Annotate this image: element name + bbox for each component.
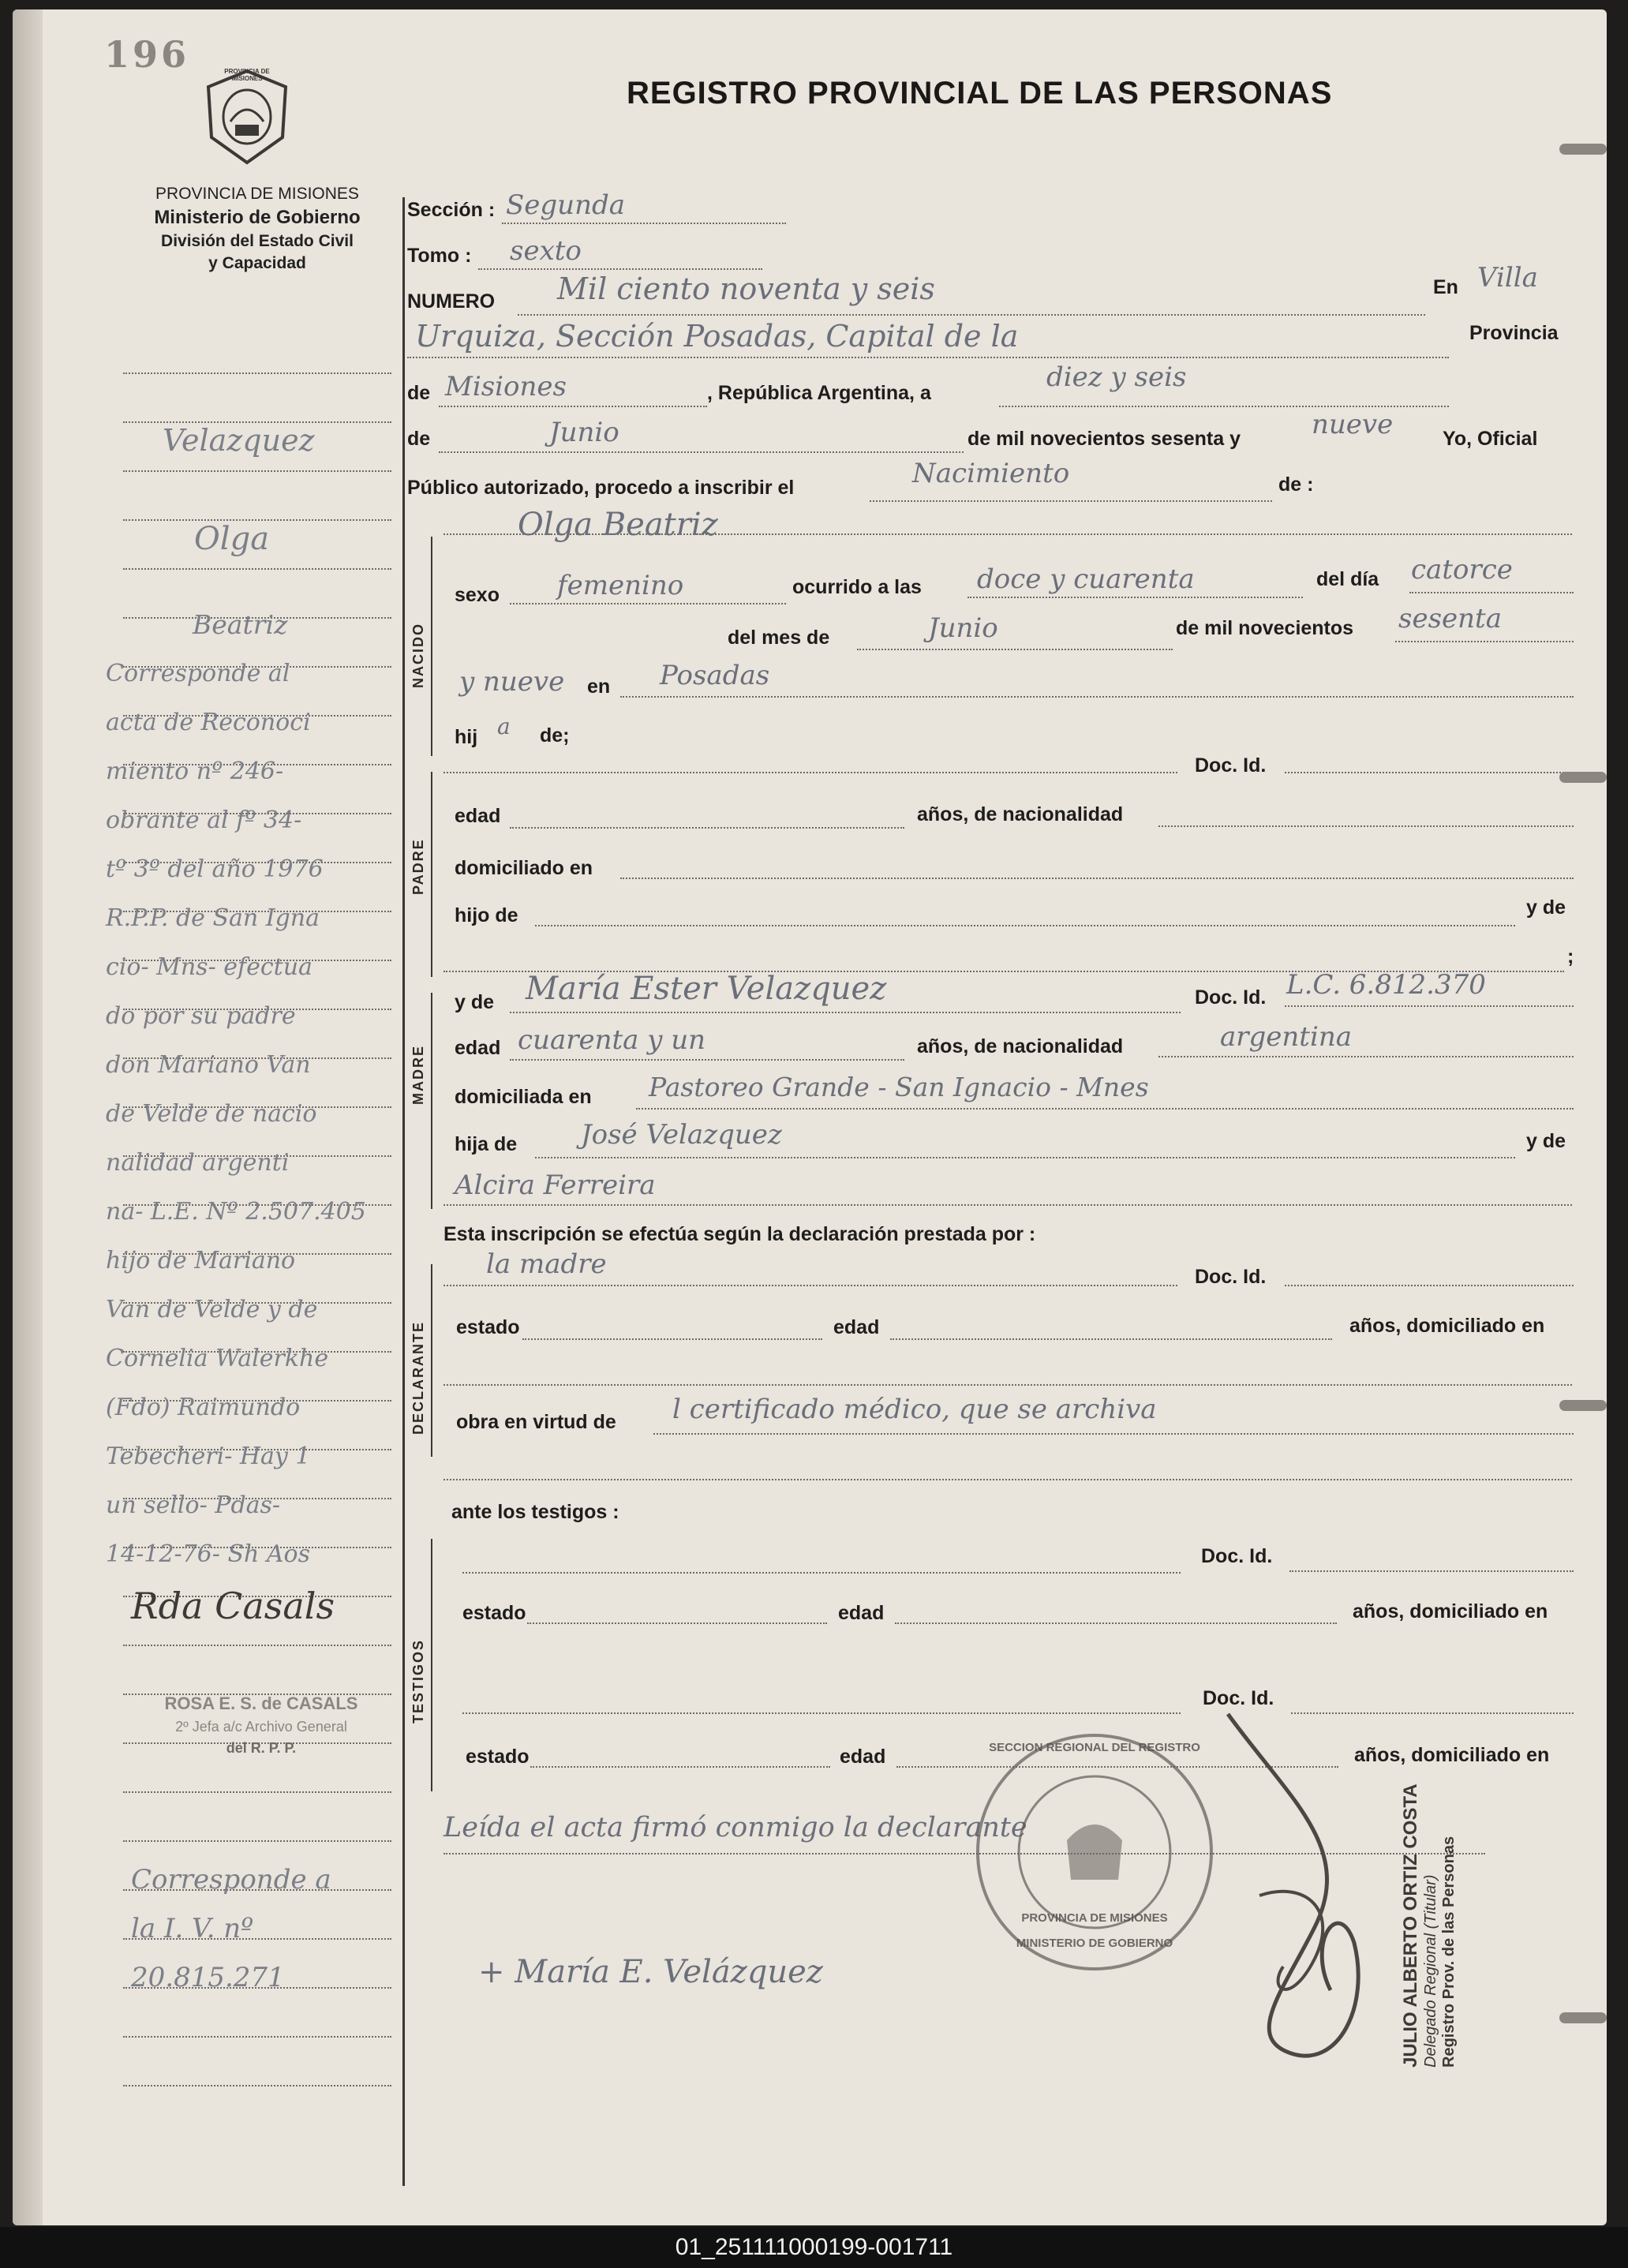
line-tomo [478, 268, 762, 270]
line-numero [518, 314, 1425, 316]
line-acto [870, 500, 1272, 502]
margin-annotation-line: de Velde de nacio [106, 1100, 317, 1128]
value-cierre: Leída el acta firmó conmigo la declarante [443, 1812, 1027, 1843]
line-declarante-doc [1285, 1285, 1574, 1286]
value-anio: nueve [1312, 409, 1394, 440]
margin-annotation-line: do por su padre [106, 1002, 296, 1030]
line-estado-testigo2 [530, 1766, 830, 1768]
line-obra2 [443, 1479, 1572, 1480]
side-label-declarante: DECLARANTE [410, 1321, 426, 1435]
line-testigo1 [462, 1572, 1181, 1574]
officer-stamp [1400, 1752, 1458, 2068]
line-madre-doc [1285, 1005, 1574, 1007]
binder-ring [1559, 772, 1607, 783]
label-republica: , República Argentina, a [707, 382, 931, 404]
label-edad-padre: edad [455, 805, 501, 827]
margin-dotted-line [123, 372, 391, 374]
label-doc-id-madre: Doc. Id. [1195, 986, 1267, 1009]
line-mes-nac [857, 649, 1173, 650]
margin-annotation-line: hijo de Mariano [106, 1247, 296, 1274]
margin-dotted-line [123, 1791, 391, 1793]
image-id-footer: 01_251111000199-001711 [0, 2227, 1628, 2268]
value-madre-doc: L.C. 6.812.370 [1286, 969, 1486, 1001]
label-edad-declarante: edad [833, 1316, 880, 1338]
label-domiciliado-padre: domiciliado en [455, 857, 593, 879]
label-seccion: Sección : [407, 199, 496, 221]
label-hij: hij [455, 726, 478, 748]
value-hij-suffix: a [497, 713, 511, 739]
label-del-mes: del mes de [728, 627, 830, 649]
line-padre-nombre [443, 772, 1177, 773]
line-fecha-dia [999, 406, 1449, 407]
margin-dotted-line [123, 1645, 391, 1646]
value-seccion: Segunda [506, 189, 626, 221]
margin-correspondence-line: Corresponde a [131, 1864, 331, 1896]
ministry-line: Ministerio de Gobierno [154, 207, 361, 228]
label-inscripcion: Esta inscripción se efectúa según la declaración prestada por : [443, 1223, 1036, 1245]
value-madre-edad: cuarenta y un [518, 1024, 706, 1056]
line-obra [653, 1433, 1574, 1435]
testigos-divider [431, 1539, 432, 1791]
value-declarante: la madre [486, 1248, 607, 1280]
label-estado-declarante: estado [456, 1316, 520, 1338]
seal-text: PROVINCIA DE MISIONES [224, 68, 270, 82]
line-lugar-nac [620, 696, 1574, 698]
label-anos-dom-testigo2: años, domiciliado en [1354, 1744, 1550, 1766]
margin-annotation-line: 14-12-76- Sh Aos [106, 1540, 310, 1568]
margin-annotation-line: don Mariano Van [106, 1051, 311, 1079]
value-madre-y-de: Alcira Ferreira [455, 1170, 656, 1201]
margin-dotted-line [123, 2036, 391, 2038]
label-de-colon: de : [1278, 473, 1314, 496]
value-sexo: femenino [557, 570, 684, 601]
officer-role: Delegado Regional (Titular) [1422, 1874, 1439, 2068]
book-binding [13, 9, 43, 2225]
label-doc-id-declarante: Doc. Id. [1195, 1266, 1267, 1288]
line-anio-nac [1395, 641, 1574, 642]
stamp-round-text2: PROVINCIA DE MISIONES [1021, 1911, 1168, 1925]
label-doc-id-testigo2: Doc. Id. [1203, 1687, 1274, 1709]
line-mes [439, 451, 964, 453]
label-edad-testigo2: edad [840, 1746, 886, 1768]
label-edad-testigo1: edad [838, 1602, 885, 1624]
line-provincia [439, 406, 707, 407]
archive-stamp-org: del R. P. P. [226, 1740, 297, 1756]
line-nac-madre [1158, 1056, 1574, 1057]
label-publico: Público autorizado, procedo a inscribir el [407, 477, 795, 499]
side-label-madre: MADRE [410, 1045, 426, 1105]
line-abuela-madre [443, 1204, 1572, 1206]
value-madre-hija-de: José Velazquez [581, 1119, 782, 1151]
value-lugar2: Urquiza, Sección Posadas, Capital de la [415, 319, 1019, 354]
capacity-line: y Capacidad [208, 254, 306, 272]
label-y-de-padre: y de [1526, 896, 1566, 919]
label-testigos: ante los testigos : [451, 1501, 619, 1523]
margin-annotation-line: acta de Reconoci [106, 709, 311, 736]
stamp-round-text3: MINISTERIO DE GOBIERNO [1016, 1937, 1173, 1950]
side-label-padre: PADRE [410, 838, 426, 895]
binder-ring [1559, 1400, 1607, 1411]
line-sexo [510, 603, 786, 604]
archive-stamp [107, 1694, 415, 1757]
binder-ring [1559, 2012, 1607, 2023]
page-title: REGISTRO PROVINCIAL DE LAS PERSONAS [627, 76, 1333, 110]
value-obra: l certificado médico, que se archiva [672, 1394, 1157, 1425]
province-line: PROVINCIA DE MISIONES [155, 185, 359, 203]
line-testigo2 [462, 1712, 1181, 1714]
value-mes-nac: Junio [928, 612, 998, 644]
label-y-de-madre: y de [455, 991, 495, 1013]
official-signature [1196, 1706, 1402, 2085]
value-madre-dom: Pastoreo Grande - San Ignacio - Mnes [649, 1072, 1149, 1102]
label-anos-dom-testigo1: años, domiciliado en [1353, 1600, 1548, 1622]
value-mes: Junio [549, 417, 619, 448]
official-round-stamp [972, 1730, 1217, 1974]
label-numero: NUMERO [407, 290, 496, 313]
line-lugar2 [407, 357, 1449, 358]
margin-apellido: Velazquez [163, 423, 315, 458]
value-madre-nombre: María Ester Velazquez [526, 971, 887, 1007]
line-edad-testigo1 [895, 1622, 1337, 1624]
stamp-round-text1: SECCION REGIONAL DEL REGISTRO [989, 1741, 1200, 1754]
margin-annotation-line: Van de Velde y de [106, 1296, 318, 1323]
margin-nombre2: Beatriz [193, 609, 288, 640]
margin-correspondence-line: la I. V. nº [131, 1913, 254, 1944]
label-de-provincia: de [407, 382, 431, 404]
value-dia: catorce [1411, 554, 1513, 586]
label-provincia: Provincia [1469, 322, 1559, 344]
margin-annotation-line: cio- Mns- efectua [106, 953, 313, 981]
declarante-divider [431, 1264, 432, 1457]
value-anio-nac: sesenta [1398, 603, 1502, 634]
label-de-mes: de [407, 428, 431, 450]
value-acto: Nacimiento [912, 458, 1070, 489]
line-testigo1-doc [1289, 1570, 1574, 1572]
margin-annotation-line: tº 3º del año 1976 [106, 855, 324, 883]
label-estado-testigo1: estado [462, 1602, 526, 1624]
margin-divider [402, 197, 405, 2186]
margin-correspondence-line: 20.815.271 [131, 1962, 285, 1993]
label-doc-id-testigo1: Doc. Id. [1201, 1545, 1273, 1567]
margin-annotation-line: R.P.P. de San Igna [106, 904, 320, 932]
label-anos-nac-madre: años, de nacionalidad [917, 1035, 1124, 1057]
label-edad-madre: edad [455, 1037, 501, 1059]
label-estado-testigo2: estado [466, 1746, 530, 1768]
margin-annotation-line: miento nº 246- [106, 758, 284, 785]
label-ocurrido: ocurrido a las [792, 576, 922, 598]
nacido-divider [431, 537, 432, 756]
value-fecha-dia: diez y seis [1046, 361, 1187, 393]
margin-dotted-line [123, 470, 391, 472]
label-sexo: sexo [455, 584, 500, 606]
label-hijo-de: hijo de [455, 904, 518, 926]
binder-ring [1559, 144, 1607, 155]
line-estado-testigo1 [527, 1622, 827, 1624]
coat-of-arms-seal [200, 66, 294, 167]
padre-divider [431, 772, 432, 977]
value-nombre: Olga Beatriz [518, 507, 718, 543]
margin-annotation-line: na- L.E. Nº 2.507.405 [106, 1198, 366, 1226]
margin-annotation-line: un sello- Pdas- [106, 1491, 281, 1519]
value-anio-nac2: y nueve [459, 666, 565, 698]
label-yo-oficial: Yo, Oficial [1443, 428, 1538, 450]
label-anos-dom-declarante: años, domiciliado en [1349, 1315, 1545, 1337]
value-madre-nac: argentina [1220, 1021, 1353, 1053]
margin-annotation-line: Tebecheri- Hay 1 [106, 1443, 311, 1470]
margin-dotted-line [123, 1840, 391, 1842]
label-del-dia: del día [1316, 568, 1379, 590]
line-padre-doc [1285, 772, 1574, 773]
label-domiciliada: domiciliada en [455, 1086, 592, 1108]
line-seccion [502, 223, 786, 224]
line-declarante [443, 1285, 1177, 1286]
value-numero: Mil ciento noventa y seis [557, 271, 935, 306]
line-estado-declarante [522, 1338, 822, 1340]
officer-name: JULIO ALBERTO ORTIZ COSTA [1400, 1783, 1421, 2068]
label-de-semi: de; [540, 724, 570, 747]
line-edad-madre [510, 1059, 904, 1061]
margin-firma: Rda Casals [131, 1585, 335, 1627]
line-dia [1409, 592, 1574, 593]
margin-nombre1: Olga [194, 521, 270, 557]
line-hija-de [535, 1157, 1515, 1158]
line-hora [967, 597, 1303, 598]
value-hora: doce y cuarenta [977, 563, 1195, 595]
label-obra: obra en virtud de [456, 1411, 616, 1433]
line-edad-declarante [890, 1338, 1332, 1340]
line-domiciliada [636, 1108, 1574, 1110]
division-line: División del Estado Civil [161, 232, 354, 250]
margin-annotation-line: nalidad argenti [106, 1149, 290, 1177]
archive-stamp-name: ROSA E. S. de CASALS [164, 1694, 358, 1713]
label-mil-sesenta: de mil novecientos sesenta y [967, 428, 1241, 450]
line-domiciliado-padre [620, 878, 1574, 879]
label-tomo: Tomo : [407, 245, 472, 267]
label-en: En [1433, 276, 1458, 298]
label-doc-id-padre: Doc. Id. [1195, 754, 1267, 777]
label-en-lugar: en [587, 676, 611, 698]
side-label-nacido: NACIDO [410, 623, 426, 688]
value-lugar-nac: Posadas [660, 660, 770, 691]
label-mil-nov: de mil novecientos [1176, 617, 1354, 639]
margin-dotted-line [123, 568, 391, 570]
line-edad-padre [510, 827, 904, 829]
value-tomo: sexto [510, 235, 582, 267]
value-lugar1: Villa [1477, 262, 1538, 294]
margin-dotted-line [123, 2085, 391, 2086]
margin-annotation-line: obrante al fº 34- [106, 807, 302, 834]
label-semicolon: ; [1567, 945, 1574, 967]
line-hijo-de [535, 925, 1515, 926]
archive-stamp-role: 2º Jefa a/c Archivo General [175, 1719, 347, 1735]
issuing-authority [115, 185, 399, 273]
line-dom-declarante [443, 1384, 1572, 1386]
value-firma-madre: + María E. Velázquez [478, 1954, 823, 1990]
officer-registry: Registro Prov. de las Personas [1440, 1836, 1458, 2068]
side-label-testigos: TESTIGOS [410, 1638, 426, 1723]
register-page [13, 9, 1607, 2225]
line-nac-padre [1158, 825, 1574, 827]
label-anos-nac-padre: años, de nacionalidad [917, 803, 1124, 825]
madre-divider [431, 993, 432, 1209]
label-y-de-abuela: y de [1526, 1130, 1566, 1152]
line-madre-nombre [510, 1012, 1181, 1013]
value-provincia: Misiones [445, 371, 567, 402]
label-hija-de: hija de [455, 1133, 518, 1155]
margin-annotation-line: Cornelia Walerkhe [106, 1345, 329, 1372]
page-number: 196 [104, 33, 190, 76]
margin-annotation-line: (Fdo) Raimundo [106, 1394, 301, 1421]
margin-annotation-line: Corresponde al [106, 660, 290, 687]
